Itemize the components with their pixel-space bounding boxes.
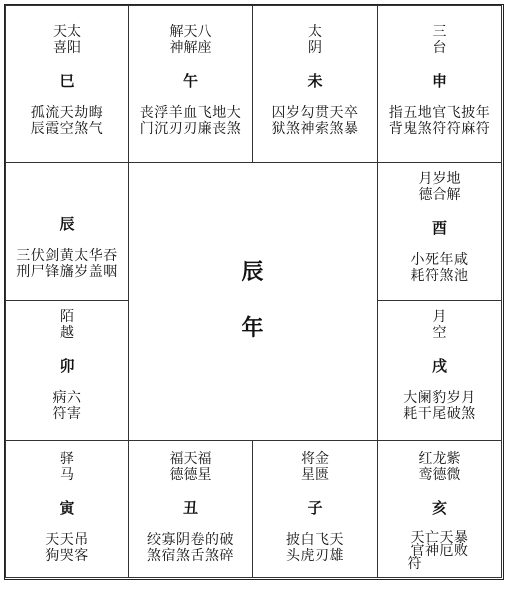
palace-chen xyxy=(5,162,129,301)
star-line: 月岁地 xyxy=(418,171,461,187)
branch-label: 巳 xyxy=(59,72,75,90)
star-line: 将金 xyxy=(301,451,329,467)
palace-mao xyxy=(5,300,129,441)
star-line: 官神厄败 xyxy=(410,543,469,559)
star-line: 绞寡阴卷的破 xyxy=(147,532,234,548)
star-line: 陌 xyxy=(60,309,74,325)
palace-stars-bottom xyxy=(411,252,469,284)
palace-xu xyxy=(377,300,502,441)
star-line: 耗符煞池 xyxy=(410,268,469,284)
star-line: 披白飞天 xyxy=(286,532,344,548)
star-line: 马 xyxy=(60,467,74,483)
star-line: 鸾德微 xyxy=(418,467,461,483)
star-line: 喜阳 xyxy=(53,40,81,56)
star-line: 三伏剑黄太华吞 xyxy=(16,248,118,264)
palace-stars-top xyxy=(433,309,447,341)
palace-stars-bottom xyxy=(31,105,104,137)
branch-label: 未 xyxy=(307,72,323,90)
palace-zi xyxy=(252,440,378,578)
branch-label: 子 xyxy=(307,499,323,517)
star-line: 门沉刃刃廉丧煞 xyxy=(139,121,242,137)
palace-stars-bottom xyxy=(147,532,234,564)
palace-stars-top xyxy=(170,24,212,56)
palace-stars-top xyxy=(308,24,322,56)
star-line: 月 xyxy=(432,309,447,325)
palace-hai xyxy=(377,440,502,578)
star-line: 符 xyxy=(407,556,422,572)
star-line: 煞宿煞舌煞碎 xyxy=(147,548,234,564)
branch-label: 卯 xyxy=(59,357,75,375)
branch-label: 辰 xyxy=(59,215,75,233)
star-line: 神解座 xyxy=(169,40,212,56)
palace-stars-top xyxy=(170,451,212,483)
star-line: 越 xyxy=(60,325,74,341)
palace-stars-bottom xyxy=(45,532,89,564)
palace-stars-top xyxy=(60,451,74,483)
star-line: 狗哭客 xyxy=(45,548,89,564)
star-line: 天太 xyxy=(53,24,81,40)
star-line: 符害 xyxy=(52,406,82,422)
palace-yin xyxy=(5,440,129,578)
star-line: 辰霞空煞气 xyxy=(30,121,104,137)
palace-stars-top xyxy=(419,451,461,483)
palace-stars-bottom xyxy=(403,390,476,422)
palace-stars-top xyxy=(53,24,81,56)
branch-label: 亥 xyxy=(431,499,447,517)
branch-label: 寅 xyxy=(59,499,75,517)
star-line: 驿 xyxy=(60,451,74,467)
star-line: 台 xyxy=(432,40,447,56)
star-line: 德合解 xyxy=(418,187,461,203)
year-center xyxy=(128,162,377,440)
star-line: 头虎刃雄 xyxy=(286,548,344,564)
star-line: 福天福 xyxy=(169,451,212,467)
star-line: 囚岁勾贯天卒 xyxy=(271,105,359,121)
star-line: 太 xyxy=(308,24,322,40)
star-line: 背鬼煞符符麻符 xyxy=(388,121,491,137)
palace-chart xyxy=(4,4,504,580)
star-line: 孤流天劫晦 xyxy=(30,105,104,121)
star-line: 狱煞神索煞暴 xyxy=(271,121,359,137)
star-line: 小死年咸 xyxy=(410,252,469,268)
palace-wu xyxy=(128,5,253,163)
star-line: 病六 xyxy=(52,390,82,406)
branch-label: 酉 xyxy=(431,219,447,237)
palace-stars-bottom xyxy=(272,105,359,137)
star-line: 大阑豹岁月 xyxy=(403,390,476,406)
palace-stars-bottom xyxy=(286,532,344,564)
star-line: 三 xyxy=(432,24,447,40)
center-title-line1: 辰 xyxy=(241,260,264,285)
star-line: 耗干尾破煞 xyxy=(403,406,476,422)
palace-wei xyxy=(252,5,378,163)
palace-si xyxy=(5,5,129,163)
star-line: 德德星 xyxy=(169,467,212,483)
palace-shen xyxy=(377,5,502,163)
palace-you xyxy=(377,162,502,301)
star-line: 丧浮羊血飞地大 xyxy=(139,105,242,121)
branch-label: 丑 xyxy=(182,499,198,517)
star-line: 指五地官飞披年 xyxy=(388,105,491,121)
branch-label: 午 xyxy=(182,72,198,90)
palace-chou xyxy=(128,440,253,578)
star-line: 解天八 xyxy=(169,24,212,40)
palace-stars-top xyxy=(419,171,461,203)
star-line: 红龙紫 xyxy=(418,451,461,467)
branch-label: 申 xyxy=(431,72,447,90)
palace-stars-bottom xyxy=(53,390,82,422)
palace-stars-bottom xyxy=(389,105,491,137)
palace-stars-top xyxy=(60,309,74,341)
star-line: 星匮 xyxy=(301,467,329,483)
star-line: 空 xyxy=(432,325,447,341)
star-line: 刑尸锋旛岁盖咽 xyxy=(16,264,118,280)
palace-stars-bottom xyxy=(408,532,472,571)
branch-label: 戌 xyxy=(431,357,447,375)
star-line: 阴 xyxy=(308,40,322,56)
palace-stars-top xyxy=(301,451,329,483)
palace-stars-bottom xyxy=(140,105,242,137)
star-line: 天亡天暴 xyxy=(410,530,469,546)
star-line: 天天吊 xyxy=(45,532,89,548)
center-title-line2: 年 xyxy=(241,316,264,341)
palace-stars-top xyxy=(433,24,447,56)
palace-stars-bottom xyxy=(16,248,118,280)
